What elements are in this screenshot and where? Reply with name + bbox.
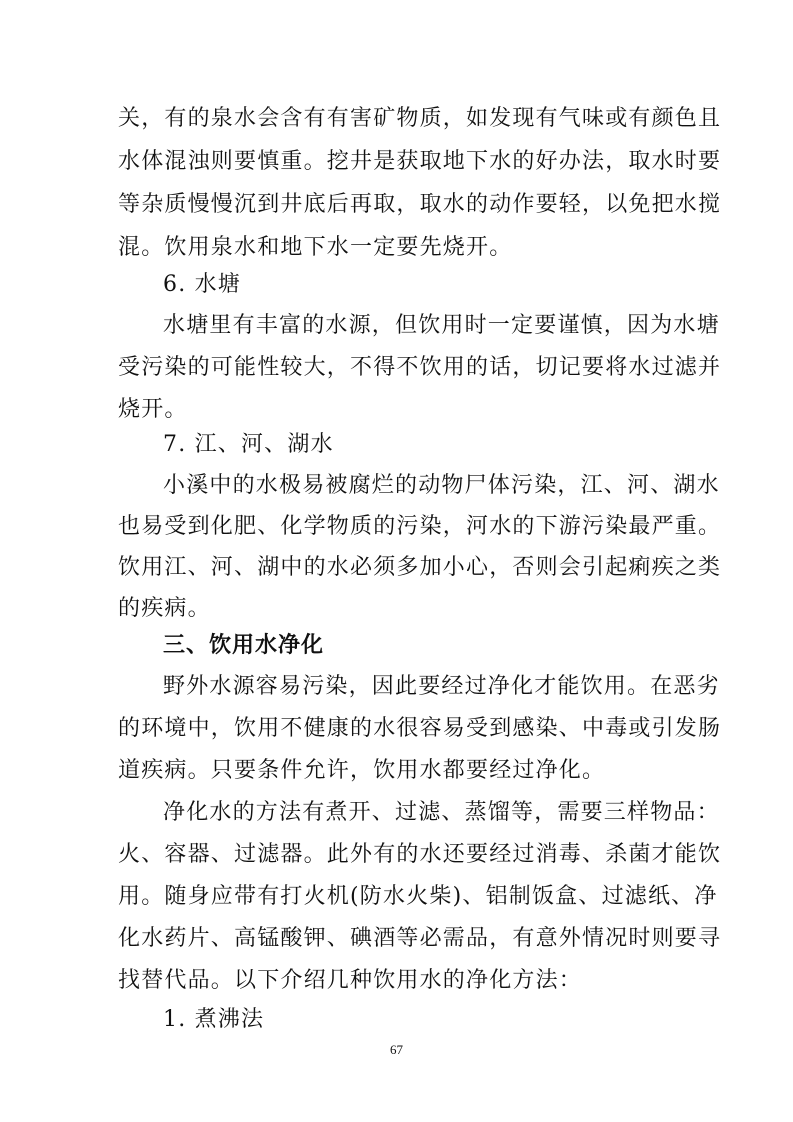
body-line: 等杂质慢慢沉到井底后再取，取水的动作要轻，以免把水搅 (118, 192, 722, 217)
body-line: 火、容器、过滤器。此外有的水还要经过消毒、杀菌才能饮 (118, 842, 722, 867)
page-number: 67 (390, 1042, 403, 1057)
body-line: 找替代品。以下介绍几种饮用水的净化方法： (118, 968, 583, 993)
body-line: 净化水的方法有煮开、过滤、蒸馏等，需要三样物品： (163, 800, 720, 825)
body-line: 化水药片、高锰酸钾、碘酒等必需品，有意外情况时则要寻 (118, 926, 722, 951)
body-line: 的疾病。 (118, 596, 211, 621)
body-line: 也易受到化肥、化学物质的污染，河水的下游污染最严重。 (118, 514, 722, 539)
body-line: 野外水源容易污染，因此要经过净化才能饮用。在恶劣 (163, 674, 720, 699)
body-line: 饮用江、河、湖中的水必须多加小心，否则会引起痢疾之类 (118, 555, 722, 580)
body-line: 用。随身应带有打火机(防水火柴)、铝制饭盒、过滤纸、净 (118, 884, 718, 909)
section-heading: 1. 煮沸法 (163, 1007, 265, 1032)
body-line: 烧开。 (118, 397, 188, 422)
body-line: 混。饮用泉水和地下水一定要先烧开。 (118, 235, 513, 260)
body-line: 受污染的可能性较大，不得不饮用的话，切记要将水过滤并 (118, 355, 722, 380)
body-line: 小溪中的水极易被腐烂的动物尸体污染，江、河、湖水 (163, 473, 720, 498)
section-heading: 6. 水塘 (163, 272, 241, 297)
body-line: 关，有的泉水会含有有害矿物质，如发现有气味或有颜色且 (118, 106, 722, 131)
body-line: 水体混浊则要慎重。挖井是获取地下水的好办法，取水时要 (118, 149, 722, 174)
body-line: 的环境中，饮用不健康的水很容易受到感染、中毒或引发肠 (118, 716, 722, 741)
section-heading: 7. 江、河、湖水 (163, 432, 334, 457)
body-line: 道疾病。只要条件允许，饮用水都要经过净化。 (118, 758, 606, 783)
body-line: 水塘里有丰富的水源，但饮用时一定要谨慎，因为水塘 (163, 313, 720, 338)
chapter-heading: 三、饮用水净化 (163, 633, 325, 658)
